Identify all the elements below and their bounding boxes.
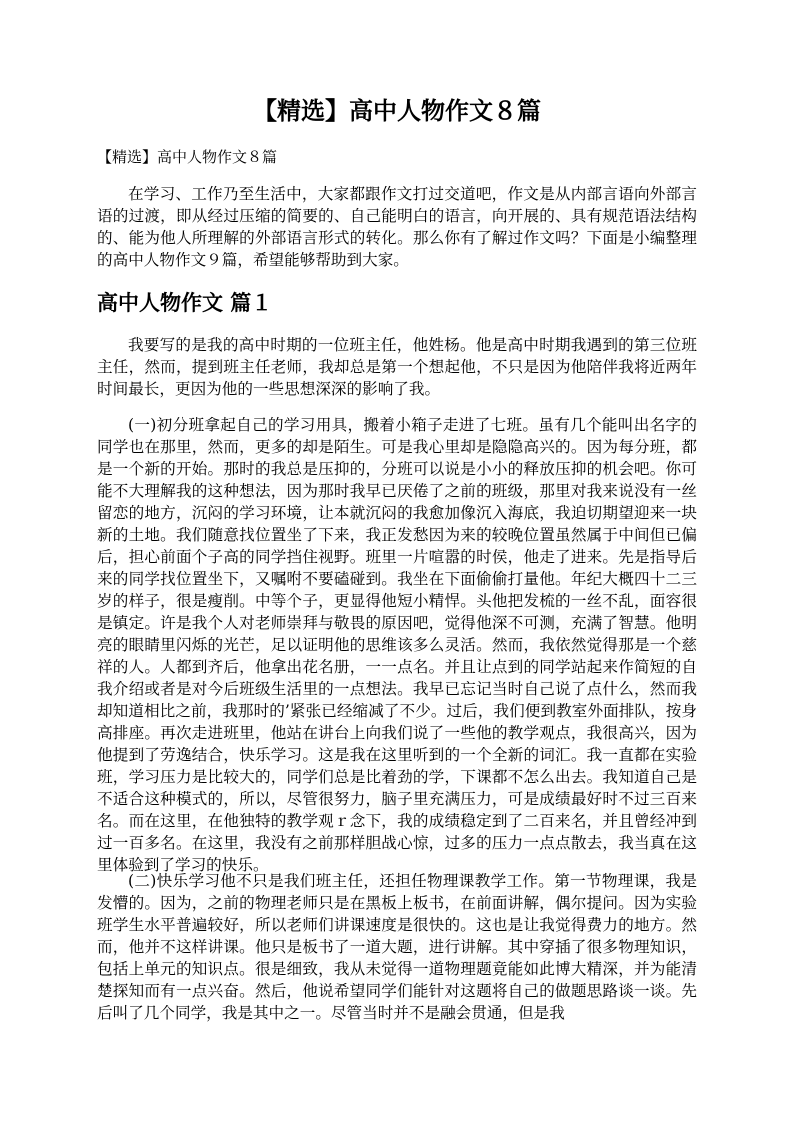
- body-paragraph: (一)初分班拿起自己的学习用具，搬着小箱子走进了七班。虽有几个能叫出名字的同学也在那里，然而，更多的却是陌生。可是我心里却是隐隐高兴的。因为每分班，都是一个新的开始。那时的我总是压抑的，分班可以说是小小的释放压抑的机会吧。你可能不大理解我的这种想法，因为那时我早已厌倦了之前的班级，那里对我来说没有一丝留恋的地方，沉闷的学习环境，让本就沉闷的我愈加像沉入海底，我迫切期望迎来一块新的土地。我们随意找位置坐了下来，我正发愁因为来的较晚位置虽然属于中间但已偏后，担心前面个子高的同学挡住视野。班里一片喧嚣的时侯，他走了进来。先是指导后来的同学找位置坐下，又嘱咐不要磕碰到。我坐在下面偷偷打量他。年纪大概四十二三岁的样子，很是瘦削。中等个子，更显得他短小精悍。头他把发梳的一丝不乱，面容很是镇定。许是我个人对老师崇拜与敬畏的原因吧，觉得他深不可测，充满了智慧。他明亮的眼睛里闪烁的光芒，足以证明他的思维该多么灵活。然而，我依然觉得那是一个慈祥的人。人都到齐后，他拿出花名册，一一点名。并且让点到的同学站起来作简短的自我介绍或者是对今后班级生活里的一点想法。我早已忘记当时自己说了点什么，然而我却知道相比之前，我那时的’紧张已经缩减了不少。过后，我们便到教室外面排队，按身高排座。再次走进班里，他站在讲台上向我们说了一些他的教学观点，我很高兴，因为他提到了劳逸结合，快乐学习。这是我在这里听到的一个全新的词汇。我一直都在实验班，学习压力是比较大的，同学们总是比着劲的学，下课都不怎么出去。我知道自己是不适合这种模式的，所以，尽管很努力，脑子里充满压力，可是成绩最好时不过三百来名。而在这里，在他独特的教学观ｒ念下，我的成绩稳定到了二百来名，并且曾经冲到过一百多名。在这里，我没有之前那样胆战心惊，过多的压力一点点散去，我当真在这里体验到了学习的快乐。: [97, 416, 697, 874]
- body-paragraph: 我要写的是我的高中时期的一位班主任，他姓杨。他是高中时期我遇到的第三位班主任，然而，提到班主任老师，我却总是第一个想起他，不只是因为他陪伴我将近两年时间最长，更因为他的一些思想深深的影响了我。: [97, 336, 697, 398]
- document-title: 【精选】高中人物作文８篇: [253, 96, 541, 125]
- document-subtitle: 【精选】高中人物作文８篇: [97, 148, 278, 166]
- intro-paragraph: 在学习、工作乃至生活中，大家都跟作文打过交道吧，作文是从内部言语向外部言语的过渡，即从经过压缩的简要的、自己能明白的语言，向开展的、具有规范语法结构的、能为他人所理解的外部语言形式的转化。那么你有了解过作文吗？下面是小编整理的高中人物作文９篇，希望能够帮助到大家。: [97, 185, 697, 269]
- body-paragraph: (二)快乐学习他不只是我们班主任，还担任物理课教学工作。第一节物理课，我是发懵的。因为，之前的物理老师只是在黑板上板书，在前面讲解，偶尔提问。因为实验班学生水平普遍较好，所以老师们讲课速度是很快的。这也是让我觉得费力的地方。然而，他并不这样讲课。他只是板书了一道大题，进行讲解。其中穿插了很多物理知识，包括上单元的知识点。很是细致，我从未觉得一道物理题竟能如此博大精深，并为能清楚探知而有一点兴奋。然后，他说希望同学们能针对这题将自己的做题思路谈一谈。先后叫了几个同学，我是其中之一。尽管当时并不是融会贯通，但是我: [97, 872, 697, 1022]
- section-heading: 高中人物作文 篇１: [97, 290, 273, 315]
